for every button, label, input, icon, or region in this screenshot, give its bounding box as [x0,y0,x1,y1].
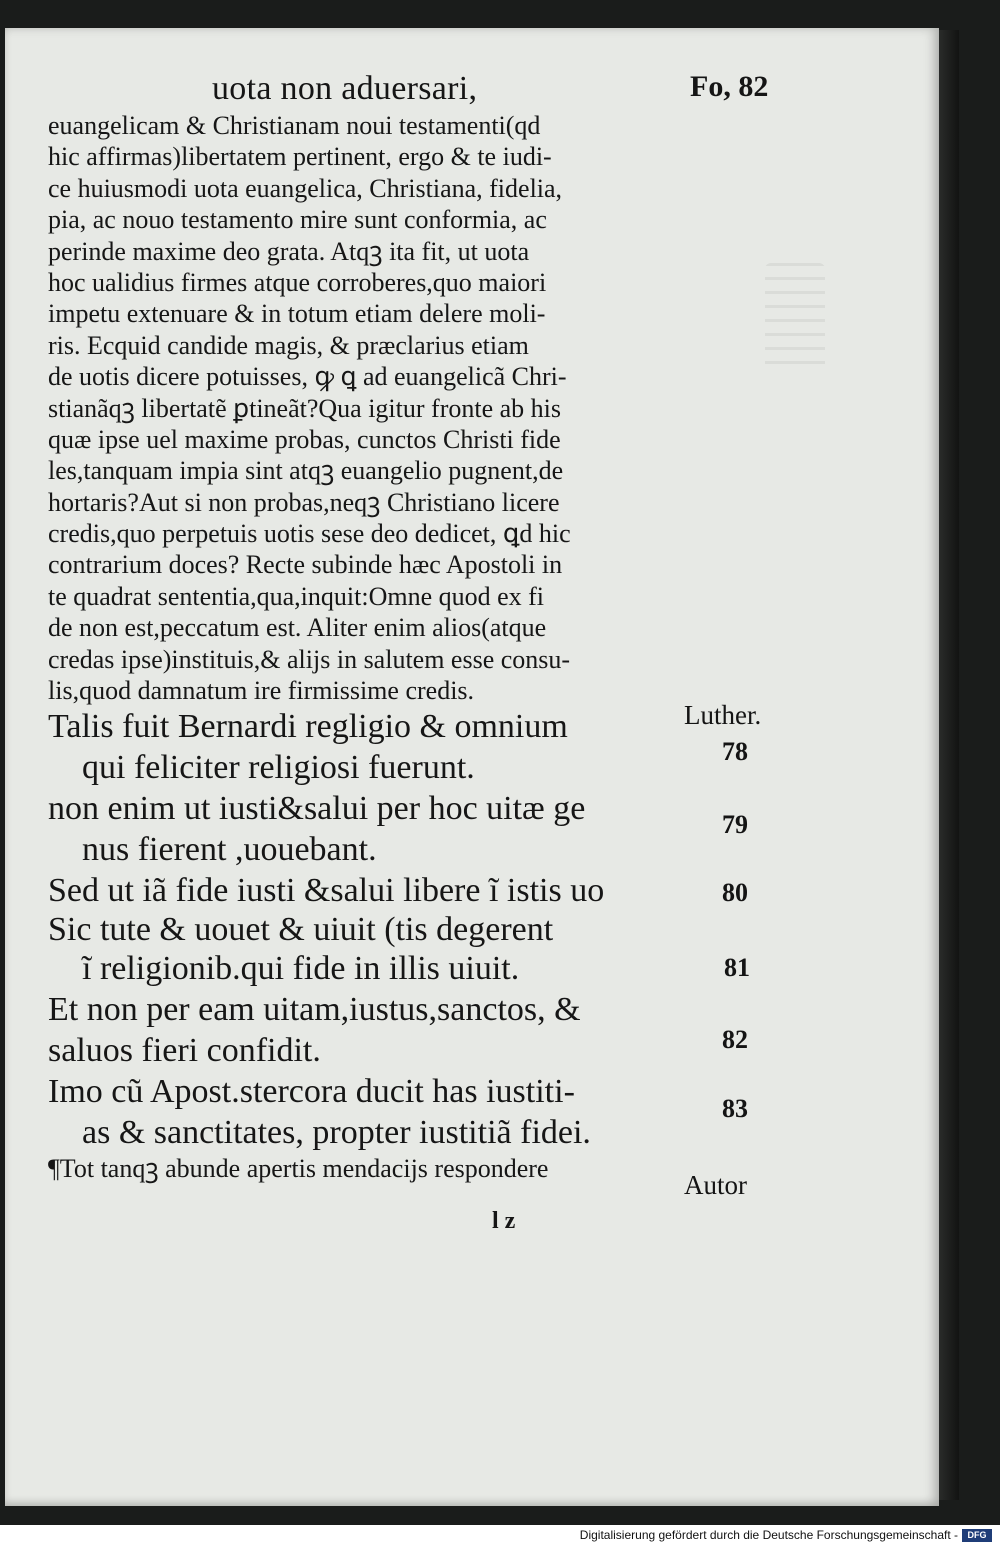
thesis-line: Sed ut iã fide iusti &salui libere ĩ istis uo [48,872,605,910]
main-text-block [48,110,673,1185]
thesis-number: 78 [722,737,748,766]
text-line: perinde maxime deo grata. Atqꝫ ita fit, ut uota [48,236,530,266]
text-line: hortaris?Aut si non probas,neqꝫ Christiano licere [48,487,560,517]
commentary-paragraph [48,110,673,706]
thesis-number: 79 [722,810,748,839]
text-line: te quadrat sententia,qua,inquit:Omne quod ex fi [48,581,545,611]
margin-label-autor: Autor [684,1170,747,1200]
text-line: de uotis dicere potuisses, ꝙ ꝗ ad euangelicã Chri- [48,362,567,392]
text-line: quæ ipse uel maxime probas, cunctos Christi fide [48,424,561,454]
show-through-bleed [765,263,825,373]
text-line: credis,quo perpetuis uotis sese deo dedicet, ꝗd hic [48,519,571,549]
dfg-logo-icon: DFG [962,1529,992,1542]
text-line: ce huiusmodi uota euangelica, Christiana, fidelia, [48,173,563,203]
footer-bar [0,1525,1000,1547]
thesis-number: 80 [722,878,748,907]
text-line: credas ipse)instituis,& alijs in salutem esse consu- [48,644,571,674]
thesis-line: nus fierent ,uouebant. [82,831,377,869]
text-line: hic affirmas)libertatem pertinent, ergo & te iudi- [48,142,552,172]
text-line: pia, ac nouo testamento mire sunt conformia, ac [48,205,547,235]
text-line: contrarium doces? Recte subinde hæc Apostoli in [48,550,563,580]
thesis-line: saluos fieri confidit. [48,1032,321,1070]
text-line: lis,quod damnatum ire firmissime credis. [48,676,475,706]
thesis-line: as & sanctitates, propter iustitiã fidei. [82,1114,591,1152]
text-line: les,tanquam impia sint atqꝫ euangelio pugnent,de [48,456,564,486]
margin-label-luther: Luther. [684,700,762,730]
book-fore-edge [939,30,959,1500]
thesis-line: Imo cũ Apost.stercora ducit has iustiti- [48,1073,575,1111]
thesis-number: 83 [722,1094,748,1123]
text-line: hoc ualidius firmes atque corroberes,quo maiori [48,267,547,297]
thesis-line: ĩ religionib.qui fide in illis uiuit. [82,950,520,988]
folio-number: Fo, 82 [690,70,769,103]
thesis-line: Et non per eam uitam,iustus,sanctos, & [48,991,581,1029]
running-head: uota non aduersari, [212,70,478,107]
thesis-line: Sic tute & uouet & uiuit (tis degerent [48,911,554,949]
thesis-line: Talis fuit Bernardi regligio & omnium [48,708,568,746]
signature-mark: l z [492,1208,516,1234]
text-line: stianãqꝫ libertatẽ ꝑtineãt?Qua igitur fronte ab his [48,393,561,423]
closing-line: ¶Tot tanqꝫ abunde apertis mendacijs respondere [48,1154,549,1184]
thesis-line: non enim ut iusti&salui per hoc uitæ ge [48,790,586,828]
text-line: impetu extenuare & in totum etiam delere moli- [48,299,546,329]
text-line: ris. Ecquid candide magis, & præclarius etiam [48,330,529,360]
luther-theses [48,706,673,1153]
text-line: euangelicam & Christianam noui testamenti(qd [48,111,541,140]
thesis-line: qui feliciter religiosi fuerunt. [82,749,475,787]
thesis-number: 82 [722,1025,748,1054]
thesis-number: 81 [724,953,750,982]
funding-notice: Digitalisierung gefördert durch die Deutsche Forschungsgemeinschaft - [579,1528,958,1542]
text-line: de non est,peccatum est. Aliter enim alios(atque [48,613,547,643]
